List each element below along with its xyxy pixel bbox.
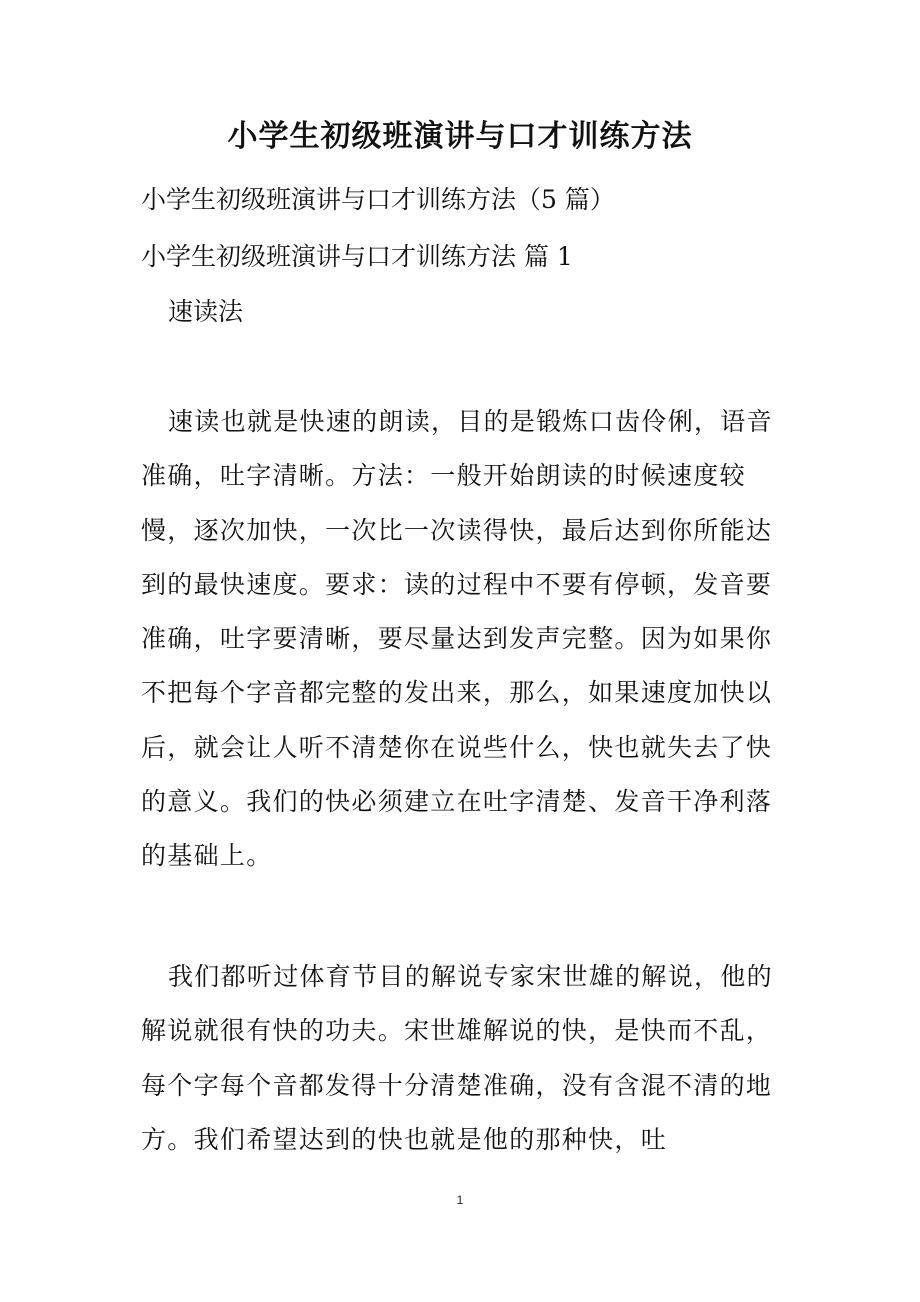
document-title: 小学生初级班演讲与口才训练方法	[227, 119, 693, 154]
body-paragraph: 我们都听过体育节目的解说专家宋世雄的解说，他的解说就很有快的功夫。宋世雄解说的快，是快而不乱，每个字每个音都发得十分清楚准确，没有含混不清的地方。我们希望达到的快也就是他的那种快，吐	[141, 962, 773, 1154]
document-subtitle: 小学生初级班演讲与口才训练方法（5 篇）	[141, 185, 615, 214]
section-heading: 速读法	[168, 297, 244, 326]
body-paragraph: 速读也就是快速的朗读，目的是锻炼口齿伶俐，语音准确，吐字清晰。方法：一般开始朗读的时候速度较慢，逐次加快，一次比一次读得快，最后达到你所能达到的最快速度。要求：读的过程中不要有停顿，发音要准确，吐字要清晰，要尽量达到发声完整。因为如果你不把每个字音都完整的发出来，那么，如果速度加快以后，就会让人听不清楚你在说些什么，快也就失去了快的意义。我们的快必须建立在吐字清楚、发音干净利落的基础上。	[141, 407, 773, 871]
page-number: 1	[456, 1193, 464, 1207]
chapter-heading: 小学生初级班演讲与口才训练方法 篇 1	[141, 242, 573, 271]
